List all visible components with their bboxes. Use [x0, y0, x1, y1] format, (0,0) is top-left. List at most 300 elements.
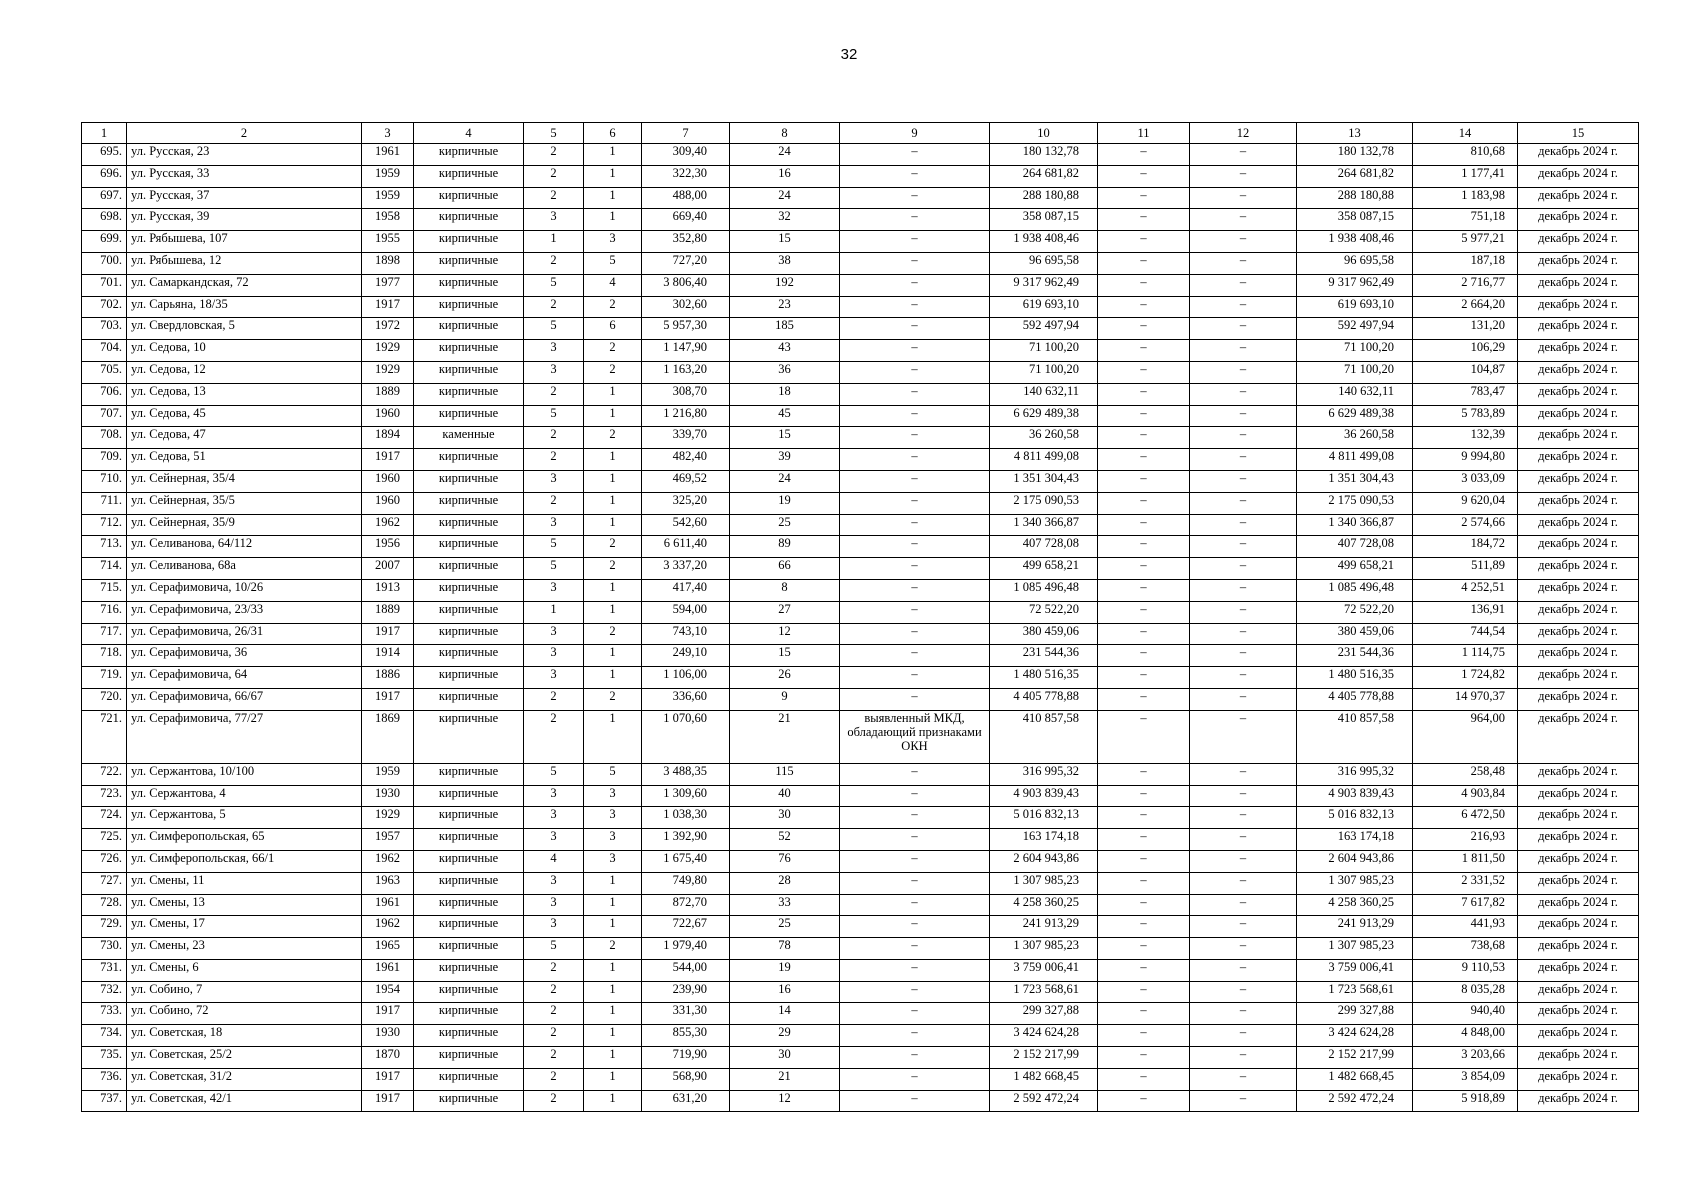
- cell-row-number: 724.: [82, 807, 127, 829]
- cell-cost-13: 2 592 472,24: [1297, 1090, 1413, 1112]
- cell-cost-total: 163 174,18: [990, 829, 1098, 851]
- cell-area: 719,90: [642, 1047, 730, 1069]
- cell-col-11: –: [1098, 340, 1190, 362]
- cell-col-11: –: [1098, 405, 1190, 427]
- table-row: [82, 427, 1639, 449]
- cell-residents: 9: [730, 688, 840, 710]
- cell-col-11: –: [1098, 688, 1190, 710]
- cell-deadline: декабрь 2024 г.: [1518, 449, 1639, 471]
- table-row: [82, 1090, 1639, 1112]
- cell-address: ул. Симферопольская, 65: [127, 829, 362, 851]
- cell-cost-per-unit: 940,40: [1413, 1003, 1518, 1025]
- cell-area: 1 163,20: [642, 361, 730, 383]
- cell-cost-total: 1 723 568,61: [990, 981, 1098, 1003]
- cell-col-11: –: [1098, 1003, 1190, 1025]
- cell-deadline: декабрь 2024 г.: [1518, 1003, 1639, 1025]
- cell-cost-per-unit: 441,93: [1413, 916, 1518, 938]
- cell-col-12: –: [1190, 1003, 1297, 1025]
- cell-row-number: 714.: [82, 558, 127, 580]
- cell-col-12: –: [1190, 144, 1297, 166]
- cell-deadline: декабрь 2024 г.: [1518, 645, 1639, 667]
- cell-cost-13: 1 307 985,23: [1297, 938, 1413, 960]
- cell-row-number: 705.: [82, 361, 127, 383]
- cell-residents: 25: [730, 916, 840, 938]
- cell-entrances: 1: [584, 144, 642, 166]
- column-number-4: 4: [414, 123, 524, 144]
- cell-floors: 2: [524, 1003, 584, 1025]
- cell-floors: 2: [524, 1025, 584, 1047]
- cell-area: 3 337,20: [642, 558, 730, 580]
- cell-area: 542,60: [642, 514, 730, 536]
- cell-wall-material: кирпичные: [414, 1025, 524, 1047]
- cell-col-11: –: [1098, 383, 1190, 405]
- cell-floors: 5: [524, 938, 584, 960]
- cell-col-12: –: [1190, 470, 1297, 492]
- cell-col-12: –: [1190, 645, 1297, 667]
- cell-cost-13: 619 693,10: [1297, 296, 1413, 318]
- cell-cost-13: 316 995,32: [1297, 763, 1413, 785]
- table-row: [82, 514, 1639, 536]
- cell-area: 594,00: [642, 601, 730, 623]
- cell-entrances: 2: [584, 296, 642, 318]
- table-row: [82, 361, 1639, 383]
- cell-entrances: 1: [584, 492, 642, 514]
- cell-cost-total: 5 016 832,13: [990, 807, 1098, 829]
- cell-cost-total: 180 132,78: [990, 144, 1098, 166]
- cell-residents: 192: [730, 274, 840, 296]
- cell-col-12: –: [1190, 1090, 1297, 1112]
- cell-cost-per-unit: 136,91: [1413, 601, 1518, 623]
- cell-col-11: –: [1098, 601, 1190, 623]
- cell-notes: –: [840, 981, 990, 1003]
- cell-address: ул. Серафимовича, 64: [127, 667, 362, 689]
- cell-cost-total: 2 152 217,99: [990, 1047, 1098, 1069]
- cell-notes: –: [840, 894, 990, 916]
- cell-address: ул. Собино, 7: [127, 981, 362, 1003]
- cell-col-12: –: [1190, 785, 1297, 807]
- cell-col-12: –: [1190, 187, 1297, 209]
- cell-deadline: декабрь 2024 г.: [1518, 710, 1639, 763]
- cell-wall-material: кирпичные: [414, 144, 524, 166]
- cell-year-built: 1959: [362, 763, 414, 785]
- cell-row-number: 737.: [82, 1090, 127, 1112]
- cell-row-number: 712.: [82, 514, 127, 536]
- cell-col-11: –: [1098, 938, 1190, 960]
- cell-year-built: 1961: [362, 894, 414, 916]
- cell-residents: 26: [730, 667, 840, 689]
- cell-entrances: 3: [584, 785, 642, 807]
- cell-wall-material: кирпичные: [414, 470, 524, 492]
- cell-floors: 2: [524, 1068, 584, 1090]
- cell-wall-material: кирпичные: [414, 829, 524, 851]
- cell-row-number: 715.: [82, 579, 127, 601]
- cell-residents: 19: [730, 959, 840, 981]
- cell-notes: –: [840, 829, 990, 851]
- cell-cost-total: 2 175 090,53: [990, 492, 1098, 514]
- cell-year-built: 1960: [362, 492, 414, 514]
- cell-col-11: –: [1098, 558, 1190, 580]
- cell-floors: 3: [524, 807, 584, 829]
- cell-residents: 27: [730, 601, 840, 623]
- cell-area: 1 147,90: [642, 340, 730, 362]
- cell-cost-total: 299 327,88: [990, 1003, 1098, 1025]
- cell-year-built: 1917: [362, 623, 414, 645]
- cell-year-built: 1959: [362, 165, 414, 187]
- cell-deadline: декабрь 2024 г.: [1518, 623, 1639, 645]
- cell-cost-13: 1 723 568,61: [1297, 981, 1413, 1003]
- cell-floors: 3: [524, 340, 584, 362]
- cell-area: 309,40: [642, 144, 730, 166]
- cell-row-number: 732.: [82, 981, 127, 1003]
- cell-area: 749,80: [642, 872, 730, 894]
- cell-col-11: –: [1098, 667, 1190, 689]
- cell-area: 302,60: [642, 296, 730, 318]
- cell-area: 669,40: [642, 209, 730, 231]
- cell-entrances: 1: [584, 894, 642, 916]
- cell-residents: 52: [730, 829, 840, 851]
- cell-cost-per-unit: 3 203,66: [1413, 1047, 1518, 1069]
- cell-area: 568,90: [642, 1068, 730, 1090]
- cell-address: ул. Смены, 13: [127, 894, 362, 916]
- cell-cost-13: 3 759 006,41: [1297, 959, 1413, 981]
- cell-cost-per-unit: 9 110,53: [1413, 959, 1518, 981]
- cell-col-12: –: [1190, 894, 1297, 916]
- cell-floors: 3: [524, 829, 584, 851]
- cell-address: ул. Седова, 10: [127, 340, 362, 362]
- cell-cost-13: 241 913,29: [1297, 916, 1413, 938]
- cell-notes: –: [840, 231, 990, 253]
- column-number-9: 9: [840, 123, 990, 144]
- cell-col-11: –: [1098, 296, 1190, 318]
- cell-cost-total: 1 340 366,87: [990, 514, 1098, 536]
- cell-col-12: –: [1190, 916, 1297, 938]
- cell-entrances: 1: [584, 667, 642, 689]
- cell-year-built: 1930: [362, 785, 414, 807]
- cell-entrances: 5: [584, 252, 642, 274]
- cell-residents: 16: [730, 165, 840, 187]
- cell-col-11: –: [1098, 1047, 1190, 1069]
- cell-row-number: 731.: [82, 959, 127, 981]
- cell-col-12: –: [1190, 165, 1297, 187]
- cell-year-built: 1917: [362, 1090, 414, 1112]
- cell-year-built: 1962: [362, 514, 414, 536]
- cell-floors: 2: [524, 165, 584, 187]
- cell-cost-13: 358 087,15: [1297, 209, 1413, 231]
- table-row: [82, 296, 1639, 318]
- cell-area: 1 216,80: [642, 405, 730, 427]
- table-row: [82, 492, 1639, 514]
- cell-col-11: –: [1098, 231, 1190, 253]
- cell-entrances: 1: [584, 165, 642, 187]
- cell-address: ул. Советская, 42/1: [127, 1090, 362, 1112]
- cell-cost-13: 264 681,82: [1297, 165, 1413, 187]
- cell-cost-total: 1 307 985,23: [990, 938, 1098, 960]
- cell-col-11: –: [1098, 361, 1190, 383]
- cell-cost-13: 2 604 943,86: [1297, 850, 1413, 872]
- cell-col-12: –: [1190, 872, 1297, 894]
- cell-area: 631,20: [642, 1090, 730, 1112]
- cell-year-built: 1914: [362, 645, 414, 667]
- cell-wall-material: кирпичные: [414, 1068, 524, 1090]
- cell-notes: –: [840, 470, 990, 492]
- cell-residents: 15: [730, 427, 840, 449]
- cell-wall-material: кирпичные: [414, 187, 524, 209]
- cell-cost-13: 1 340 366,87: [1297, 514, 1413, 536]
- cell-cost-total: 619 693,10: [990, 296, 1098, 318]
- cell-address: ул. Советская, 25/2: [127, 1047, 362, 1069]
- cell-wall-material: кирпичные: [414, 361, 524, 383]
- cell-col-12: –: [1190, 938, 1297, 960]
- table-row: [82, 623, 1639, 645]
- column-number-2: 2: [127, 123, 362, 144]
- cell-entrances: 1: [584, 449, 642, 471]
- cell-cost-total: 407 728,08: [990, 536, 1098, 558]
- cell-deadline: декабрь 2024 г.: [1518, 667, 1639, 689]
- cell-cost-13: 4 405 778,88: [1297, 688, 1413, 710]
- cell-col-12: –: [1190, 667, 1297, 689]
- cell-row-number: 726.: [82, 850, 127, 872]
- cell-area: 544,00: [642, 959, 730, 981]
- cell-notes: –: [840, 1068, 990, 1090]
- cell-entrances: 2: [584, 938, 642, 960]
- cell-cost-per-unit: 3 033,09: [1413, 470, 1518, 492]
- cell-deadline: декабрь 2024 г.: [1518, 1025, 1639, 1047]
- table-row: [82, 187, 1639, 209]
- cell-year-built: 1898: [362, 252, 414, 274]
- cell-cost-13: 1 351 304,43: [1297, 470, 1413, 492]
- cell-residents: 66: [730, 558, 840, 580]
- cell-address: ул. Селиванова, 64/112: [127, 536, 362, 558]
- cell-cost-13: 4 258 360,25: [1297, 894, 1413, 916]
- cell-deadline: декабрь 2024 г.: [1518, 252, 1639, 274]
- cell-wall-material: кирпичные: [414, 710, 524, 763]
- cell-wall-material: кирпичные: [414, 894, 524, 916]
- cell-area: 325,20: [642, 492, 730, 514]
- cell-cost-total: 71 100,20: [990, 340, 1098, 362]
- cell-col-11: –: [1098, 144, 1190, 166]
- cell-deadline: декабрь 2024 г.: [1518, 470, 1639, 492]
- cell-col-12: –: [1190, 1025, 1297, 1047]
- cell-row-number: 699.: [82, 231, 127, 253]
- cell-floors: 2: [524, 710, 584, 763]
- cell-year-built: 1929: [362, 340, 414, 362]
- cell-deadline: декабрь 2024 г.: [1518, 209, 1639, 231]
- cell-notes: –: [840, 209, 990, 231]
- cell-year-built: 2007: [362, 558, 414, 580]
- cell-cost-per-unit: 4 252,51: [1413, 579, 1518, 601]
- cell-cost-per-unit: 964,00: [1413, 710, 1518, 763]
- cell-notes: –: [840, 165, 990, 187]
- cell-cost-total: 1 351 304,43: [990, 470, 1098, 492]
- cell-entrances: 1: [584, 579, 642, 601]
- cell-entrances: 1: [584, 1003, 642, 1025]
- cell-cost-13: 36 260,58: [1297, 427, 1413, 449]
- cell-cost-per-unit: 132,39: [1413, 427, 1518, 449]
- table-row: [82, 645, 1639, 667]
- cell-floors: 3: [524, 470, 584, 492]
- cell-wall-material: кирпичные: [414, 383, 524, 405]
- table-row: [82, 165, 1639, 187]
- cell-deadline: декабрь 2024 г.: [1518, 938, 1639, 960]
- cell-floors: 3: [524, 514, 584, 536]
- table-row: [82, 536, 1639, 558]
- cell-residents: 78: [730, 938, 840, 960]
- cell-notes: –: [840, 959, 990, 981]
- cell-year-built: 1961: [362, 144, 414, 166]
- table-row: [82, 405, 1639, 427]
- cell-floors: 3: [524, 361, 584, 383]
- cell-wall-material: кирпичные: [414, 785, 524, 807]
- cell-cost-per-unit: 9 620,04: [1413, 492, 1518, 514]
- cell-notes: –: [840, 1090, 990, 1112]
- cell-year-built: 1959: [362, 187, 414, 209]
- cell-year-built: 1869: [362, 710, 414, 763]
- cell-wall-material: кирпичные: [414, 872, 524, 894]
- cell-cost-per-unit: 810,68: [1413, 144, 1518, 166]
- cell-residents: 18: [730, 383, 840, 405]
- cell-notes: –: [840, 536, 990, 558]
- cell-notes: –: [840, 383, 990, 405]
- cell-deadline: декабрь 2024 г.: [1518, 785, 1639, 807]
- table-row: [82, 872, 1639, 894]
- cell-residents: 8: [730, 579, 840, 601]
- cell-wall-material: кирпичные: [414, 938, 524, 960]
- cell-cost-13: 288 180,88: [1297, 187, 1413, 209]
- cell-notes: –: [840, 1025, 990, 1047]
- cell-row-number: 700.: [82, 252, 127, 274]
- cell-entrances: 3: [584, 850, 642, 872]
- cell-notes: –: [840, 274, 990, 296]
- cell-cost-total: 2 604 943,86: [990, 850, 1098, 872]
- cell-entrances: 1: [584, 916, 642, 938]
- cell-entrances: 3: [584, 829, 642, 851]
- cell-cost-13: 163 174,18: [1297, 829, 1413, 851]
- cell-area: 331,30: [642, 1003, 730, 1025]
- cell-address: ул. Серафимовича, 66/67: [127, 688, 362, 710]
- cell-address: ул. Сержантова, 5: [127, 807, 362, 829]
- cell-floors: 2: [524, 427, 584, 449]
- cell-col-11: –: [1098, 763, 1190, 785]
- cell-cost-total: 2 592 472,24: [990, 1090, 1098, 1112]
- cell-year-built: 1929: [362, 361, 414, 383]
- table-body: [82, 144, 1639, 1112]
- cell-residents: 24: [730, 470, 840, 492]
- cell-cost-13: 407 728,08: [1297, 536, 1413, 558]
- column-number-7: 7: [642, 123, 730, 144]
- cell-floors: 5: [524, 318, 584, 340]
- cell-residents: 14: [730, 1003, 840, 1025]
- cell-row-number: 707.: [82, 405, 127, 427]
- table-row: [82, 252, 1639, 274]
- cell-row-number: 704.: [82, 340, 127, 362]
- cell-residents: 43: [730, 340, 840, 362]
- cell-area: 1 309,60: [642, 785, 730, 807]
- table-row: [82, 144, 1639, 166]
- cell-deadline: декабрь 2024 г.: [1518, 405, 1639, 427]
- cell-cost-13: 1 480 516,35: [1297, 667, 1413, 689]
- table-row: [82, 850, 1639, 872]
- cell-entrances: 2: [584, 536, 642, 558]
- cell-cost-per-unit: 1 177,41: [1413, 165, 1518, 187]
- cell-cost-13: 180 132,78: [1297, 144, 1413, 166]
- cell-row-number: 702.: [82, 296, 127, 318]
- cell-entrances: 3: [584, 231, 642, 253]
- cell-year-built: 1957: [362, 829, 414, 851]
- cell-area: 3 488,35: [642, 763, 730, 785]
- cell-col-12: –: [1190, 427, 1297, 449]
- cell-residents: 36: [730, 361, 840, 383]
- cell-col-11: –: [1098, 252, 1190, 274]
- cell-wall-material: кирпичные: [414, 274, 524, 296]
- cell-entrances: 1: [584, 514, 642, 536]
- cell-residents: 19: [730, 492, 840, 514]
- cell-year-built: 1963: [362, 872, 414, 894]
- cell-year-built: 1917: [362, 1068, 414, 1090]
- cell-cost-per-unit: 2 716,77: [1413, 274, 1518, 296]
- cell-floors: 3: [524, 872, 584, 894]
- cell-address: ул. Седова, 45: [127, 405, 362, 427]
- cell-residents: 45: [730, 405, 840, 427]
- cell-area: 1 979,40: [642, 938, 730, 960]
- cell-col-12: –: [1190, 601, 1297, 623]
- cell-cost-total: 1 307 985,23: [990, 872, 1098, 894]
- cell-deadline: декабрь 2024 г.: [1518, 1090, 1639, 1112]
- cell-residents: 38: [730, 252, 840, 274]
- cell-wall-material: кирпичные: [414, 667, 524, 689]
- table-row: [82, 1003, 1639, 1025]
- cell-cost-13: 4 903 839,43: [1297, 785, 1413, 807]
- cell-col-12: –: [1190, 318, 1297, 340]
- cell-cost-per-unit: 14 970,37: [1413, 688, 1518, 710]
- cell-area: 339,70: [642, 427, 730, 449]
- cell-col-12: –: [1190, 763, 1297, 785]
- cell-notes: –: [840, 405, 990, 427]
- cell-cost-13: 592 497,94: [1297, 318, 1413, 340]
- cell-deadline: декабрь 2024 г.: [1518, 763, 1639, 785]
- cell-cost-total: 241 913,29: [990, 916, 1098, 938]
- cell-address: ул. Сейнерная, 35/9: [127, 514, 362, 536]
- cell-year-built: 1889: [362, 383, 414, 405]
- table-row: [82, 807, 1639, 829]
- table-row: [82, 959, 1639, 981]
- cell-col-11: –: [1098, 850, 1190, 872]
- cell-cost-total: 410 857,58: [990, 710, 1098, 763]
- cell-address: ул. Русская, 37: [127, 187, 362, 209]
- cell-floors: 4: [524, 850, 584, 872]
- table-row: [82, 981, 1639, 1003]
- cell-cost-13: 380 459,06: [1297, 623, 1413, 645]
- cell-cost-13: 5 016 832,13: [1297, 807, 1413, 829]
- column-number-1: 1: [82, 123, 127, 144]
- cell-row-number: 719.: [82, 667, 127, 689]
- cell-cost-total: 1 482 668,45: [990, 1068, 1098, 1090]
- cell-row-number: 703.: [82, 318, 127, 340]
- cell-year-built: 1962: [362, 850, 414, 872]
- cell-col-12: –: [1190, 536, 1297, 558]
- cell-address: ул. Советская, 18: [127, 1025, 362, 1047]
- cell-year-built: 1962: [362, 916, 414, 938]
- cell-wall-material: кирпичные: [414, 1047, 524, 1069]
- cell-wall-material: кирпичные: [414, 558, 524, 580]
- cell-year-built: 1977: [362, 274, 414, 296]
- cell-address: ул. Серафимовича, 10/26: [127, 579, 362, 601]
- cell-notes: –: [840, 623, 990, 645]
- cell-area: 482,40: [642, 449, 730, 471]
- cell-col-11: –: [1098, 579, 1190, 601]
- cell-entrances: 4: [584, 274, 642, 296]
- cell-address: ул. Сержантова, 4: [127, 785, 362, 807]
- cell-address: ул. Серафимовича, 36: [127, 645, 362, 667]
